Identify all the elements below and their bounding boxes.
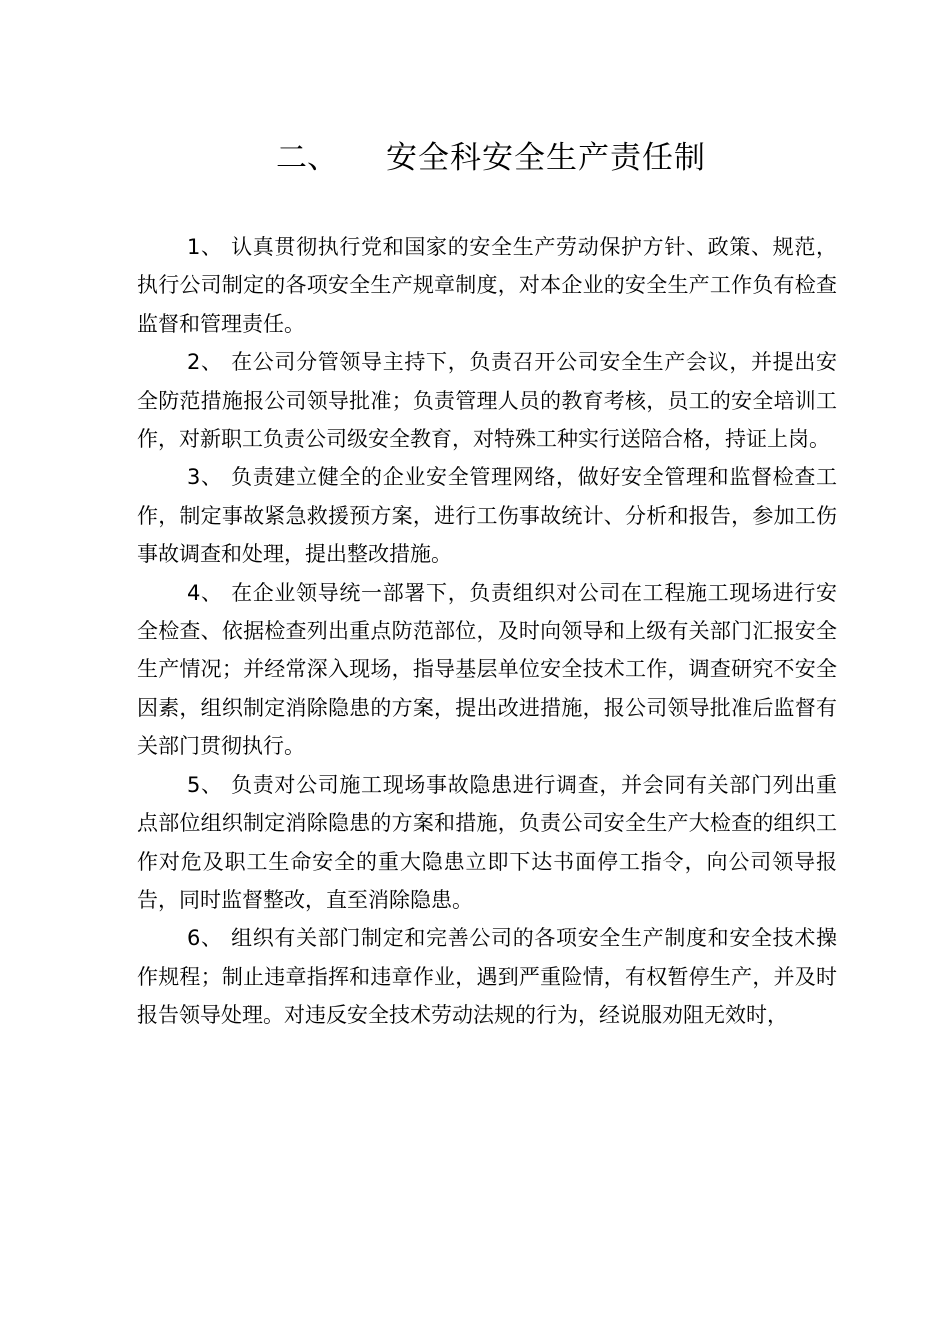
section-title	[0, 134, 950, 182]
paragraph-4	[137, 574, 837, 766]
paragraph-number: 3、	[187, 465, 223, 490]
paragraph-text: 负责对公司施工现场事故隐患进行调查，并会同有关部门列出重点部位组织制定消除隐患的方案和措施，负责公司安全生产大检查的组织工作对危及职工生命安全的重大隐患立即下达书面停工指令，向公司领导报告，同时监督整改，直至消除隐患。	[137, 772, 837, 912]
paragraph-number: 5、	[187, 772, 223, 797]
paragraph-6	[137, 919, 837, 1034]
paragraph-3	[137, 458, 837, 573]
section-number: 二、	[276, 140, 338, 176]
paragraph-text: 在公司分管领导主持下，负责召开公司安全生产会议，并提出安全防范措施报公司领导批准；负责管理人员的教育考核，员工的安全培训工作，对新职工负责公司级安全教育，对特殊工种实行送陪合格，持证上岗。	[137, 350, 837, 452]
paragraph-number: 6、	[187, 926, 223, 951]
paragraph-number: 4、	[187, 580, 223, 605]
paragraph-text: 在企业领导统一部署下，负责组织对公司在工程施工现场进行安全检查、依据检查列出重点防范部位，及时向领导和上级有关部门汇报安全生产情况；并经常深入现场，指导基层单位安全技术工作，调查研究不安全因素，组织制定消除隐患的方案，提出改进措施，报公司领导批准后监督有关部门贯彻执行。	[137, 580, 837, 759]
document-body	[137, 228, 837, 1035]
paragraph-1	[137, 228, 837, 343]
section-title-text: 安全科安全生产责任制	[386, 140, 706, 176]
paragraph-5	[137, 766, 837, 920]
paragraph-text: 组织有关部门制定和完善公司的各项安全生产制度和安全技术操作规程；制止违章指挥和违章作业，遇到严重险情，有权暂停生产，并及时报告领导处理。对违反安全技术劳动法规的行为，经说服劝阻无效时，	[137, 926, 837, 1028]
paragraph-2	[137, 343, 837, 458]
paragraph-text: 认真贯彻执行党和国家的安全生产劳动保护方针、政策、规范，执行公司制定的各项安全生产规章制度，对本企业的安全生产工作负有检查监督和管理责任。	[137, 235, 837, 336]
paragraph-text: 负责建立健全的企业安全管理网络，做好安全管理和监督检查工作，制定事故紧急救援预方案，进行工伤事故统计、分析和报告，参加工伤事故调查和处理，提出整改措施。	[137, 465, 837, 567]
paragraph-number: 2、	[187, 350, 223, 375]
paragraph-number: 1、	[187, 235, 223, 259]
